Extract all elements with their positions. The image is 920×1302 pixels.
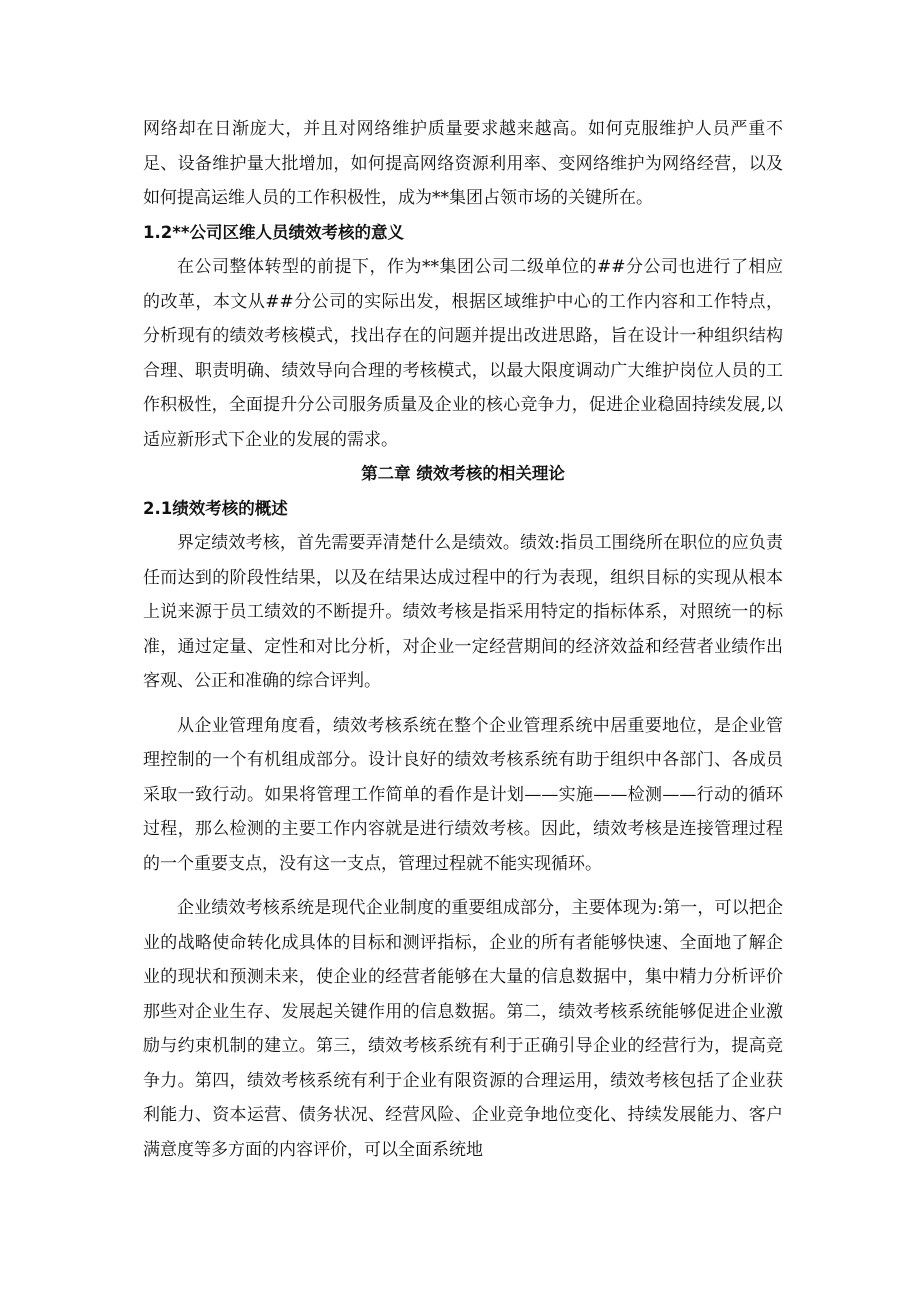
section-heading-2-1: 2.1绩效考核的概述 <box>143 498 288 518</box>
paragraph-intro: 网络却在日渐庞大，并且对网络维护质量要求越来越高。如何克服维护人员严重不足、设备维护量大批增加，如何提高网络资源利用率、变网络维护为网络经营，以及如何提高运维人员的工作积极性，成为**集团占领市场的关键所在。 <box>143 119 783 208</box>
paragraph-1-2: 在公司整体转型的前提下，作为**集团公司二级单位的##分公司也进行了相应的改革，本文从##分公司的实际出发，根据区域维护中心的工作内容和工作特点，分析现有的绩效考核模式，找出存在的问题并提出改进思路，旨在设计一种组织结构合理、职责明确、绩效导向合理的考核模式，以最大限度调动广大维护岗位人员的工作积极性，全面提升分公司服务质量及企业的核心竞争力，促进企业稳固持续发展,以适应新形式下企业的发展的需求。 <box>143 257 783 450</box>
paragraph-2-1-b: 从企业管理角度看，绩效考核系统在整个企业管理系统中居重要地位，是企业管理控制的一个有机组成部分。设计良好的绩效考核系统有助于组织中各部门、各成员采取一致行动。如果将管理工作简单的看作是计划——实施——检测——行动的循环过程，那么检测的主要工作内容就是进行绩效考核。因此，绩效考核是连接管理过程的一个重要支点，没有这一支点，管理过程就不能实现循环。 <box>143 715 783 874</box>
paragraph-2-1-c: 企业绩效考核系统是现代企业制度的重要组成部分，主要体现为:第一，可以把企业的战略使命转化成具体的目标和测评指标，企业的所有者能够快速、全面地了解企业的现状和预测未来，使企业的经营者能够在大量的信息数据中，集中精力分析评价那些对企业生存、发展起关键作用的信息数据。第二，绩效考核系统能够促进企业激励与约束机制的建立。第三，绩效考核系统有利于正确引导企业的经营行为，提高竞争力。第四，绩效考核系统有利于企业有限资源的合理运用，绩效考核包括了企业获利能力、资本运营、债务状况、经营风险、企业竞争地位变化、持续发展能力、客户满意度等多方面的内容评价，可以全面系统地 <box>143 898 783 1160</box>
document-page <box>143 112 783 1167</box>
section-heading-1-2: 1.2**公司区维人员绩效考核的意义 <box>143 222 404 242</box>
paragraph-2-1-a: 界定绩效考核，首先需要弄清楚什么是绩效。绩效:指员工围绕所在职位的应负责任而达到的阶段性结果，以及在结果达成过程中的行为表现，组织目标的实现从根本上说来源于员工绩效的不断提升。绩效考核是指采用特定的指标体系，对照统一的标准，通过定量、定性和对比分析，对企业一定经营期间的经济效益和经营者业绩作出客观、公正和准确的综合评判。 <box>143 533 783 691</box>
chapter-title: 第二章 绩效考核的相关理论 <box>361 464 565 483</box>
